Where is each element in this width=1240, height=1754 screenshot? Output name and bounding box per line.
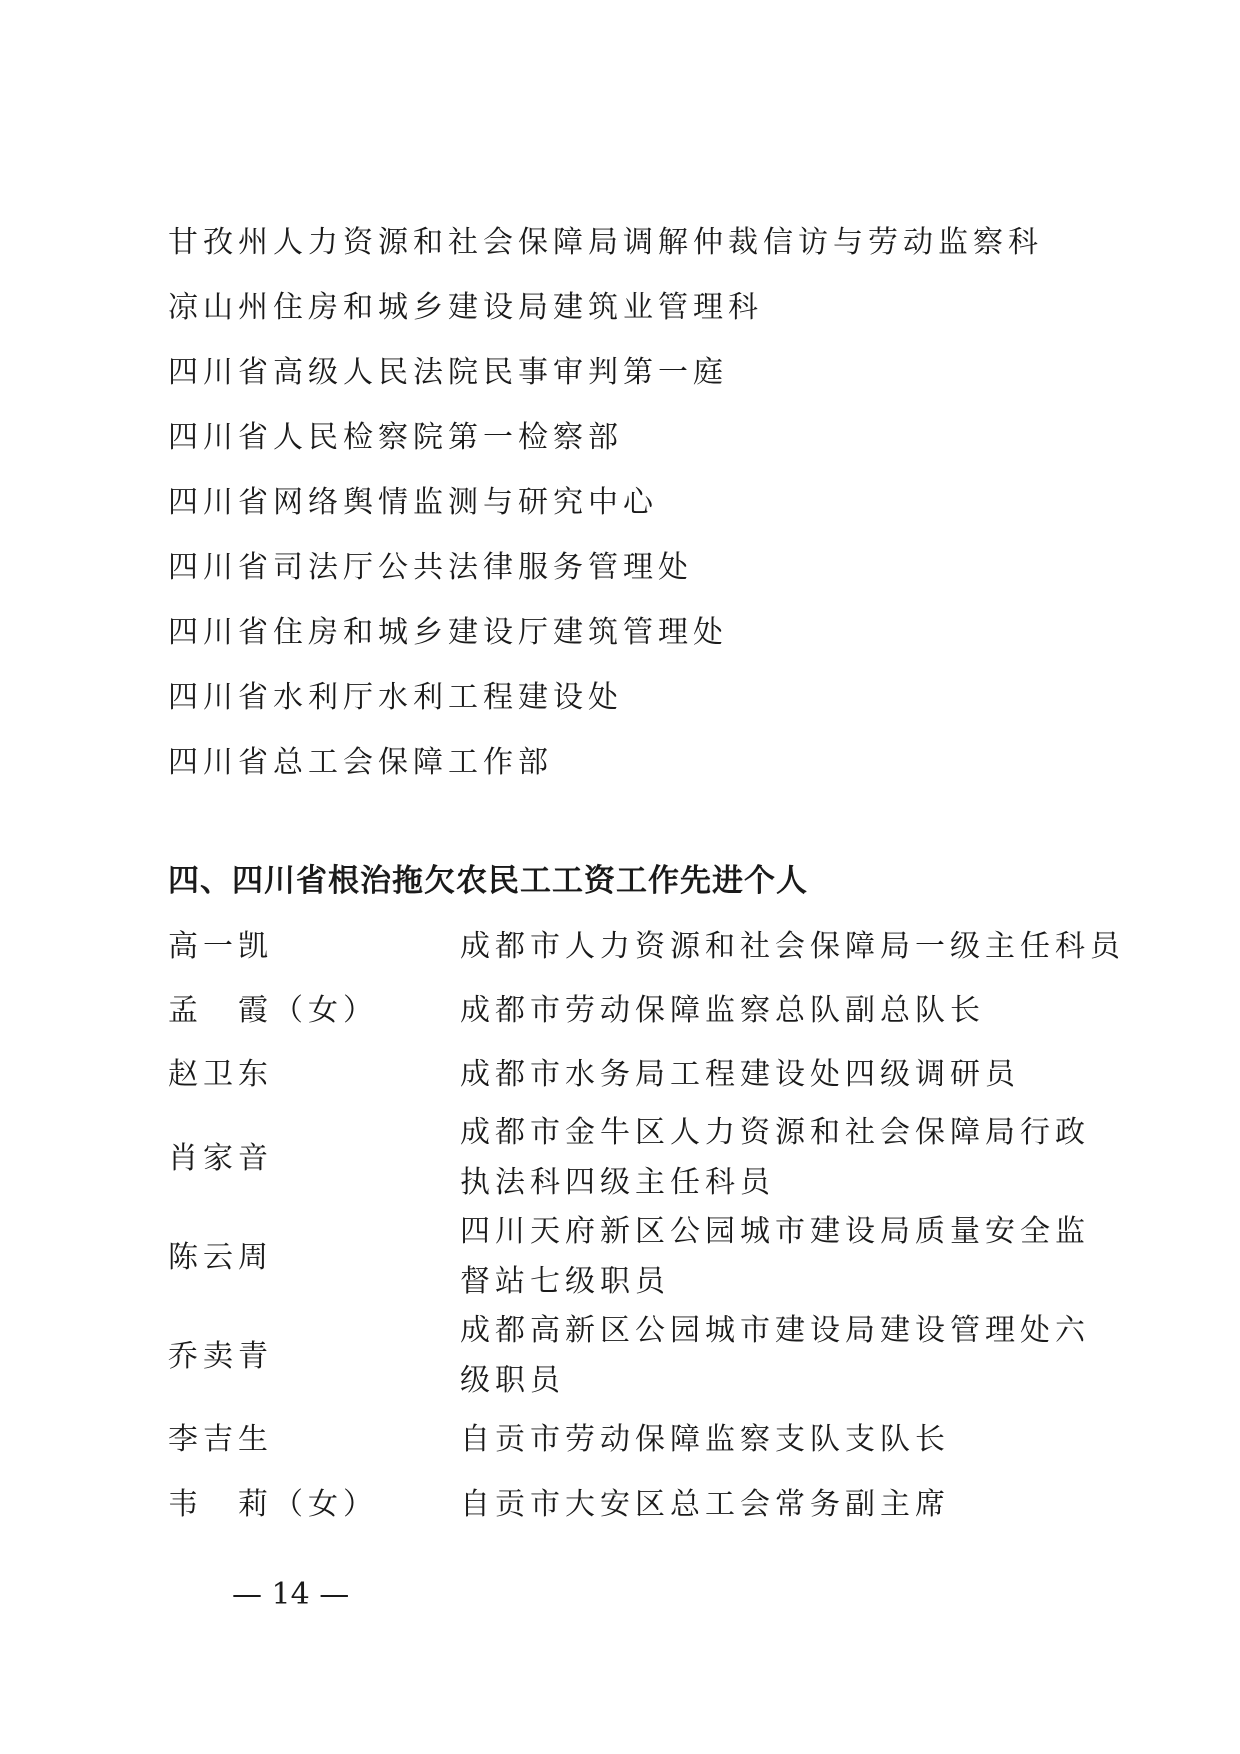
organization-item: 四川省水利厅水利工程建设处 xyxy=(168,680,623,715)
individual-name: 韦 莉（女） xyxy=(168,1487,378,1522)
individual-title xyxy=(460,1487,1070,1540)
individual-title-line: 成都高新区公园城市建设局建设管理处六 xyxy=(460,1313,1090,1348)
individual-title-line: 自贡市大安区总工会常务副主席 xyxy=(460,1487,950,1522)
individual-name: 高一凯 xyxy=(168,929,273,964)
individual-name: 赵卫东 xyxy=(168,1057,273,1092)
individual-title xyxy=(460,1115,1090,1218)
organization-item: 四川省司法厅公共法律服务管理处 xyxy=(168,550,693,585)
individual-name: 肖家音 xyxy=(168,1141,273,1176)
individual-title xyxy=(460,1313,1090,1416)
individual-title-line: 成都市水务局工程建设处四级调研员 xyxy=(460,1057,1020,1092)
organization-item: 四川省住房和城乡建设厅建筑管理处 xyxy=(168,615,728,650)
organization-item: 四川省网络舆情监测与研究中心 xyxy=(168,485,658,520)
organization-item: 甘孜州人力资源和社会保障局调解仲裁信访与劳动监察科 xyxy=(168,225,1043,260)
individual-title xyxy=(460,1422,1070,1475)
organization-item: 四川省总工会保障工作部 xyxy=(168,745,553,780)
individual-title-line: 自贡市劳动保障监察支队支队长 xyxy=(460,1422,950,1457)
individual-title xyxy=(460,1057,1070,1110)
page-number: — 14 — xyxy=(232,1577,350,1612)
individual-title-line: 成都市人力资源和社会保障局一级主任科员 xyxy=(460,929,1125,964)
individual-title-line: 级职员 xyxy=(460,1363,565,1398)
individual-title-line: 成都市金牛区人力资源和社会保障局行政 xyxy=(460,1115,1090,1150)
individual-title xyxy=(460,993,1070,1046)
individual-name: 陈云周 xyxy=(168,1240,273,1275)
individual-title-line: 成都市劳动保障监察总队副总队长 xyxy=(460,993,985,1028)
individual-title xyxy=(460,1214,1090,1317)
individual-title xyxy=(460,929,1125,982)
individual-title-line: 执法科四级主任科员 xyxy=(460,1165,775,1200)
organization-item: 四川省高级人民法院民事审判第一庭 xyxy=(168,355,728,390)
individual-name: 李吉生 xyxy=(168,1422,273,1457)
individual-name: 乔卖青 xyxy=(168,1339,273,1374)
individual-title-line: 四川天府新区公园城市建设局质量安全监 xyxy=(460,1214,1090,1249)
individual-name: 孟 霞（女） xyxy=(168,993,378,1028)
section-heading: 四、四川省根治拖欠农民工工资工作先进个人 xyxy=(168,863,808,899)
individual-title-line: 督站七级职员 xyxy=(460,1264,670,1299)
organization-item: 四川省人民检察院第一检察部 xyxy=(168,420,623,455)
organization-item: 凉山州住房和城乡建设局建筑业管理科 xyxy=(168,290,763,325)
organization-list xyxy=(168,225,1068,813)
